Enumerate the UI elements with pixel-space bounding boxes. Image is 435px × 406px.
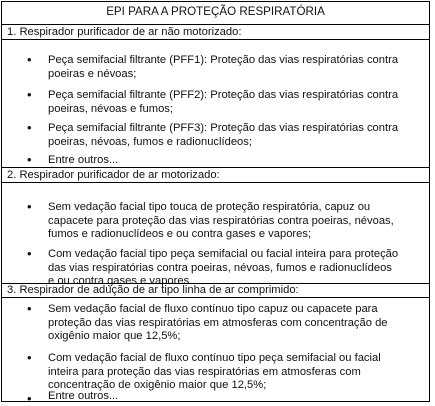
list-item: Com vedação facial de fluxo contínuo tipo peça semifacial ou facial inteira para proteção das vias respiratórias em atmosferas com concentração de oxigênio maior que 12,5%; (48, 352, 381, 391)
bullet-icon: • (27, 52, 32, 67)
list-item: Entre outros... (48, 390, 119, 402)
list-item: Peça semifacial filtrante (PFF2): Proteção das vias respiratórias contra poeiras, névoas e fumos; (48, 89, 399, 115)
bullet-icon: • (27, 152, 32, 167)
divider (2, 24, 429, 25)
list-item: Entre outros... (48, 154, 119, 166)
section-1-title: 1. Respirador purificador de ar não motorizado: (7, 26, 242, 38)
divider (2, 167, 429, 168)
bullet-icon: • (27, 120, 32, 135)
list-item: Com vedação facial tipo peça semifacial ou facial inteira para proteção das vias respiratórias contra poeiras, névoas, fumos e radionuclídeos e ou contra gases e vapores. (48, 248, 399, 287)
list-item: Peça semifacial filtrante (PFF3): Proteção das vias respiratórias contra poeiras, névoas, fumos e radionuclídeos; (48, 122, 399, 148)
divider (2, 182, 429, 183)
list-item: Peça semifacial filtrante (PFF1): Proteção das vias respiratórias contra poeiras e névoas; (48, 54, 399, 80)
table-title: EPI PARA A PROTEÇÃO RESPIRATÓRIA (106, 5, 325, 18)
bullet-icon: • (27, 199, 32, 214)
bullet-icon: • (27, 87, 32, 102)
list-item: Sem vedação facial de fluxo contínuo tipo capuz ou capacete para proteção das vias respiratórias em atmosferas com concentração de oxigênio maior que 12,5%; (48, 303, 388, 342)
bullet-icon: • (27, 301, 32, 316)
divider (2, 39, 429, 40)
section-3-title: 3. Respirador de adução de ar tipo linha de ar comprimido: (7, 284, 299, 296)
epi-table (1, 1, 430, 406)
bullet-icon: • (27, 391, 32, 406)
section-2-title: 2. Respirador purificador de ar motorizado: (7, 169, 220, 181)
list-item: Sem vedação facial tipo touca de proteção respiratória, capuz ou capacete para proteção das vias respiratórias contra poeiras, névoas, fumos e radionuclídeos e ou contra gases e vapores; (48, 201, 394, 240)
divider (2, 297, 429, 298)
bullet-icon: • (27, 350, 32, 365)
bullet-icon: • (27, 246, 32, 261)
